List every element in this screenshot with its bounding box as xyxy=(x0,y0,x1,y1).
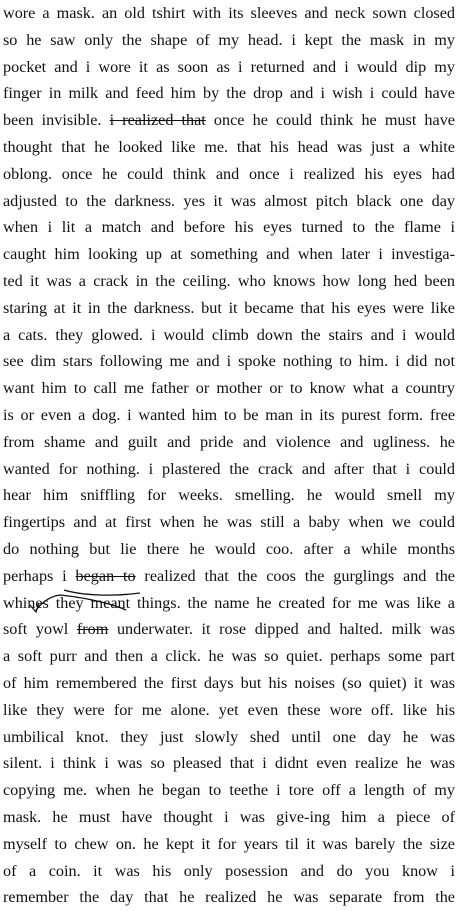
text-line xyxy=(3,590,455,617)
text-run: perhaps i xyxy=(3,566,76,585)
text-line xyxy=(3,482,455,509)
text-run: pocket and i wore it as soon as i returned and i would dip my xyxy=(3,57,455,76)
text-run: of a coin. it was his only posession and do you know i xyxy=(3,861,455,880)
text-run: adjusted to the darkness. yes it was almost pitch black one day xyxy=(3,191,455,210)
text-line xyxy=(3,107,455,134)
text-run: thought that he looked like me. that his head was just a white xyxy=(3,137,455,156)
text-run: wanted for nothing. i plastered the crack and after that i could xyxy=(3,459,455,478)
text-line xyxy=(3,724,455,751)
text-line xyxy=(3,214,455,241)
text-line xyxy=(3,509,455,536)
text-line xyxy=(3,563,455,590)
text-run: from shame and guilt and pride and violence and ugliness. he xyxy=(3,432,455,451)
text-line xyxy=(3,536,455,563)
text-run: when i lit a match and before his eyes turned to the flame i xyxy=(3,218,455,237)
text-run: a cats. they glowed. i would climb down the stairs and i would xyxy=(3,325,455,344)
text-line xyxy=(3,831,455,858)
text-line xyxy=(3,456,455,483)
text-run: see dim stars following me and i spoke nothing to him. i did not xyxy=(3,352,455,371)
text-run: copying me. when he began to teethe i tore off a length of my xyxy=(3,781,455,800)
text-run: of him remembered the first days but his noises (so quiet) it was xyxy=(3,673,455,692)
text-run: whines they meant things. the name he created for me was like a xyxy=(3,593,455,612)
text-line xyxy=(3,884,455,911)
text-run: fingertips and at first when he was still a baby when we could xyxy=(3,513,455,532)
text-run: finger in milk and feed him by the drop and i wish i could have xyxy=(3,84,455,103)
text-line xyxy=(3,348,455,375)
text-line xyxy=(3,161,455,188)
text-line xyxy=(3,643,455,670)
text-run: is or even a dog. i wanted him to be man in its purest form. free xyxy=(3,405,455,424)
text-line xyxy=(3,375,455,402)
text-line xyxy=(3,295,455,322)
text-line xyxy=(3,54,455,81)
text-run: realized that the coos the gurglings and the xyxy=(135,566,455,585)
text-run: underwater. it rose dipped and halted. milk was xyxy=(108,620,455,639)
text-line xyxy=(3,80,455,107)
text-run: a soft purr and then a click. he was so quiet. perhaps some part xyxy=(3,647,455,666)
text-run: been invisible. xyxy=(3,111,110,130)
text-run: umbilical knot. they just slowly shed until one day he was xyxy=(3,727,455,746)
text-run: staring at it in the darkness. but it became that his eyes were like xyxy=(3,298,455,317)
text-run: mask. he must have thought i was give-ing him a piece of xyxy=(3,807,455,826)
text-line xyxy=(3,858,455,885)
struck-text: began to xyxy=(75,566,136,585)
text-line xyxy=(3,241,455,268)
text-line xyxy=(3,777,455,804)
text-line xyxy=(3,429,455,456)
text-run: soft yowl xyxy=(3,620,77,639)
struck-text: i realized that xyxy=(109,111,206,130)
text-line xyxy=(3,670,455,697)
text-run: oblong. once he could think and once i realized his eyes had xyxy=(3,164,455,183)
text-line xyxy=(3,697,455,724)
body-text xyxy=(3,0,455,911)
text-run: remember the day that he realized he was separate from the xyxy=(3,888,455,907)
text-run: like they were for me alone. yet even these wore off. like his xyxy=(3,700,455,719)
text-line xyxy=(3,27,455,54)
text-line xyxy=(3,402,455,429)
struck-text: from xyxy=(76,620,109,639)
text-line xyxy=(3,268,455,295)
text-line xyxy=(3,134,455,161)
text-line xyxy=(3,322,455,349)
text-run: want him to call me father or mother or to know what a country xyxy=(3,379,455,398)
text-line xyxy=(3,750,455,777)
text-line xyxy=(3,804,455,831)
text-run: once he could think he must have xyxy=(205,111,455,130)
text-run: do nothing but lie there he would coo. after a while months xyxy=(3,539,455,558)
text-run: myself to chew on. he kept it for years til it was barely the size xyxy=(3,834,455,853)
text-run: silent. i think i was so pleased that i didnt even realize he was xyxy=(3,754,455,773)
text-run: caught him looking up at something and when later i investiga- xyxy=(3,245,455,264)
text-line xyxy=(3,616,455,643)
text-line xyxy=(3,0,455,27)
text-run: wore a mask. an old tshirt with its sleeves and neck sown closed xyxy=(3,4,455,22)
text-run: hear him sniffling for weeks. smelling. he would smell my xyxy=(3,486,455,505)
text-line xyxy=(3,188,455,215)
text-run: so he saw only the shape of my head. i kept the mask in my xyxy=(3,30,455,49)
text-run: ted it was a crack in the ceiling. who knows how long hed been xyxy=(3,271,455,290)
